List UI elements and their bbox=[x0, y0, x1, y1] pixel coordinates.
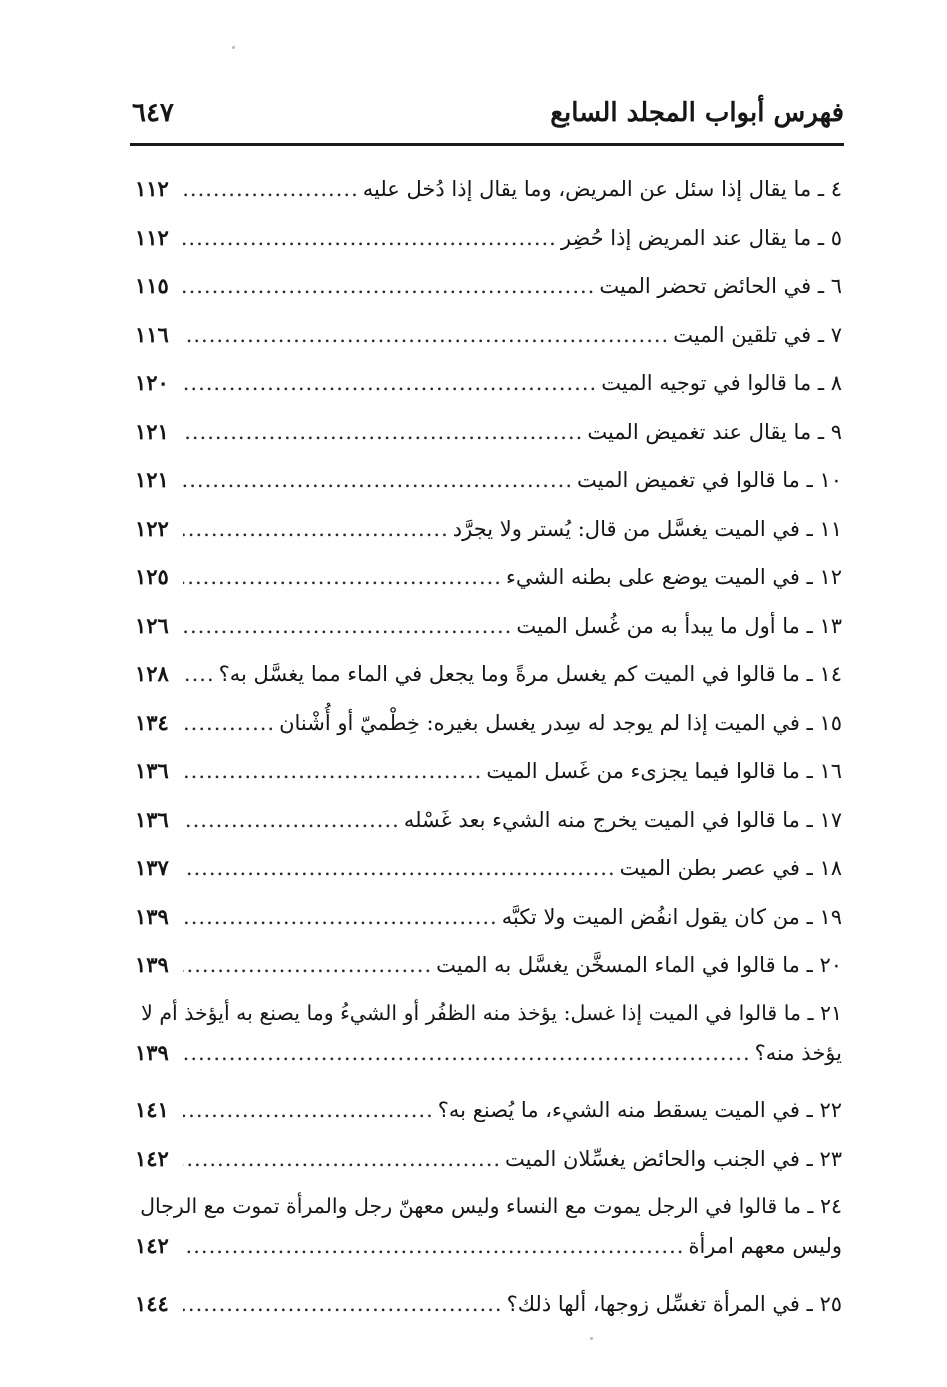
toc-entry bbox=[135, 411, 842, 460]
entry-page: ١٢١ bbox=[135, 418, 169, 444]
dot-leader bbox=[183, 217, 557, 259]
paper-speck bbox=[232, 46, 235, 49]
dot-leader bbox=[183, 168, 359, 210]
paper-speck bbox=[590, 1337, 593, 1340]
entry-title: ٤ ـ ما يقال إذا سئل عن المريض، وما يقال إذا دُخل عليه bbox=[362, 177, 842, 201]
entry-page: ١٤٢ bbox=[135, 1145, 169, 1171]
entry-page: ١٣٦ bbox=[135, 758, 169, 783]
dot-leader bbox=[183, 508, 449, 550]
entry-page: ١٣٤ bbox=[135, 709, 169, 735]
toc-entry bbox=[135, 168, 842, 217]
toc-entry bbox=[135, 653, 842, 702]
toc-entry bbox=[135, 217, 842, 266]
entry-page: ١٢٨ bbox=[135, 661, 169, 686]
entry-title-continuation: وليس معهم امرأة bbox=[688, 1234, 842, 1258]
toc-entry bbox=[135, 605, 842, 654]
toc-entry bbox=[135, 556, 842, 605]
toc-entry bbox=[135, 1283, 842, 1332]
toc-entry bbox=[135, 508, 842, 557]
toc-entry bbox=[135, 1138, 842, 1187]
entry-title: ١٧ ـ ما قالوا في الميت يخرج منه الشيء بعد غَسْله bbox=[403, 807, 842, 832]
dot-leader bbox=[183, 702, 275, 744]
toc-entry bbox=[135, 896, 842, 945]
toc-entry bbox=[135, 265, 842, 314]
toc-entry bbox=[135, 799, 842, 848]
entry-page: ١٣٩ bbox=[135, 1039, 169, 1065]
dot-leader bbox=[183, 362, 597, 404]
toc-entry bbox=[135, 314, 842, 363]
dot-leader bbox=[183, 314, 669, 356]
entry-page: ١٢٥ bbox=[135, 564, 169, 589]
toc-entry bbox=[135, 1089, 842, 1138]
entry-page: ١١٢ bbox=[135, 224, 169, 250]
running-title: فهرس أبواب المجلد السابع bbox=[550, 98, 844, 128]
toc-entry bbox=[135, 993, 842, 1082]
entry-title: ٩ ـ ما يقال عند تغميض الميت bbox=[587, 419, 842, 444]
entry-title: ٢١ ـ ما قالوا في الميت إذا غسل: يؤخذ منه الظفُر أو الشيءُ وما يصنع به أيؤخذ أم لا bbox=[141, 1000, 842, 1025]
entry-title: ٢٤ ـ ما قالوا في الرجل يموت مع النساء وليس معهنّ رجل والمرأة تموت مع الرجال bbox=[140, 1194, 842, 1218]
entry-title: ٢٣ ـ في الجنب والحائض يغسِّلان الميت bbox=[505, 1146, 842, 1171]
dot-leader bbox=[183, 1226, 684, 1266]
entry-title: ١٤ ـ ما قالوا في الميت كم يغسل مرةً وما يجعل في الماء مما يغسَّل به؟ bbox=[218, 662, 842, 686]
entry-title: ١٦ ـ ما قالوا فيما يجزىء من غَسل الميت bbox=[486, 759, 842, 783]
dot-leader bbox=[183, 799, 400, 841]
entry-title: ٢٢ ـ في الميت يسقط منه الشيء، ما يُصنع به؟ bbox=[437, 1098, 842, 1122]
entry-title: ٥ ـ ما يقال عند المريض إذا حُضِر bbox=[560, 225, 842, 250]
page-header bbox=[128, 92, 844, 142]
entry-title: ١٣ ـ ما أول ما يبدأ به من غُسل الميت bbox=[516, 613, 842, 638]
table-of-contents bbox=[135, 168, 842, 1331]
entry-title: ٨ ـ ما قالوا في توجيه الميت bbox=[601, 371, 842, 395]
dot-leader bbox=[183, 1033, 751, 1073]
toc-entry bbox=[135, 847, 842, 896]
entry-title: ٢٠ ـ ما قالوا في الماء المسخَّن يغسَّل به الميت bbox=[436, 953, 842, 977]
entry-page: ١٣٩ bbox=[135, 903, 169, 929]
entry-page: ١٤١ bbox=[135, 1097, 169, 1122]
dot-leader bbox=[183, 411, 583, 453]
entry-title: ٧ ـ في تلقين الميت bbox=[673, 322, 842, 347]
page-number: ٦٤٧ bbox=[132, 98, 174, 128]
toc-entry bbox=[135, 702, 842, 751]
toc-entry bbox=[135, 1186, 842, 1275]
dot-leader bbox=[183, 750, 482, 792]
toc-entry bbox=[135, 362, 842, 411]
dot-leader bbox=[183, 653, 215, 695]
entry-title: ١٢ ـ في الميت يوضع على بطنه الشيء bbox=[505, 565, 842, 589]
entry-page: ١٤٤ bbox=[135, 1290, 169, 1316]
entry-title: ١١ ـ في الميت يغسَّل من قال: يُستر ولا يجرَّد bbox=[452, 516, 842, 541]
dot-leader bbox=[183, 556, 502, 598]
dot-leader bbox=[183, 944, 432, 986]
entry-page: ١٢١ bbox=[135, 467, 169, 492]
entry-page: ١٣٧ bbox=[135, 855, 169, 880]
entry-page: ١١٦ bbox=[135, 321, 169, 347]
entry-title: ١٨ ـ في عصر بطن الميت bbox=[619, 856, 842, 880]
entry-title: ١٠ ـ ما قالوا في تغميض الميت bbox=[577, 468, 842, 492]
toc-entry bbox=[135, 944, 842, 993]
entry-page: ١١٢ bbox=[135, 176, 169, 201]
entry-page: ١٢٠ bbox=[135, 370, 169, 395]
entry-title-continuation: يؤخذ منه؟ bbox=[754, 1040, 842, 1065]
entry-page: ١٣٦ bbox=[135, 806, 169, 832]
dot-leader bbox=[183, 896, 498, 938]
entry-title: ١٩ ـ من كان يقول انفُض الميت ولا تكبَّه bbox=[501, 904, 842, 929]
dot-leader bbox=[183, 605, 512, 647]
dot-leader bbox=[183, 1089, 434, 1131]
entry-page: ١٢٦ bbox=[135, 612, 169, 638]
entry-page: ١٢٢ bbox=[135, 515, 169, 541]
entry-page: ١١٥ bbox=[135, 273, 169, 298]
entry-page: ١٣٩ bbox=[135, 952, 169, 977]
header-rule bbox=[130, 143, 844, 146]
toc-entry bbox=[135, 750, 842, 799]
dot-leader bbox=[183, 847, 616, 889]
dot-leader bbox=[183, 265, 595, 307]
toc-entry bbox=[135, 459, 842, 508]
entry-page: ١٤٢ bbox=[135, 1233, 169, 1258]
entry-title: ٢٥ ـ في المرأة تغسِّل زوجها، ألها ذلك؟ bbox=[506, 1291, 842, 1316]
entry-title: ١٥ ـ في الميت إذا لم يوجد له سِدر يغسل بغيره: خِطْميّ أو أُشْنان bbox=[279, 710, 842, 735]
dot-leader bbox=[183, 459, 573, 501]
dot-leader bbox=[183, 1138, 501, 1180]
dot-leader bbox=[183, 1283, 503, 1325]
entry-title: ٦ ـ في الحائض تحضر الميت bbox=[599, 274, 842, 298]
